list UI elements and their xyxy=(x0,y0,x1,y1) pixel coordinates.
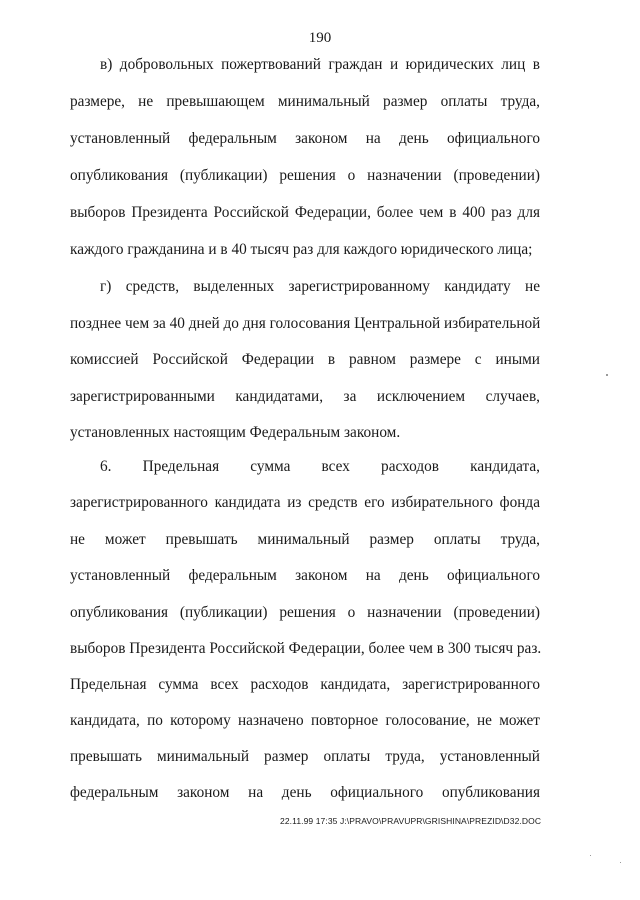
text-line: федеральным законом на день официального опубликования xyxy=(70,784,540,801)
text-line: выборов Президента Российской Федерации, более чем в 300 тысяч раз. xyxy=(70,640,542,657)
scan-speck xyxy=(620,862,621,863)
text-line: установленный федеральным законом на день официального xyxy=(70,130,540,147)
text-line: комиссией Российской Федерации в равном размере с иными xyxy=(70,351,540,368)
text-line: каждого гражданина и в 40 тысяч раз для каждого юридического лица; xyxy=(70,241,533,258)
page-number: 190 xyxy=(308,30,332,46)
file-path-footer: 22.11.99 17:35 J:\PRAVO\PRAVUPR\GRISHINA\PREZID\D32.DOC xyxy=(280,816,542,826)
scan-speck xyxy=(606,374,608,376)
text-line: превышать минимальный размер оплаты труда, установленный xyxy=(70,748,540,765)
text-line: установленный федеральным законом на день официального xyxy=(70,567,540,584)
text-line: в) добровольных пожертвований граждан и юридических лиц в xyxy=(100,56,540,73)
text-line: Предельная сумма всех расходов кандидата, зарегистрированного xyxy=(70,676,540,693)
text-line: опубликования (публикации) решения о назначении (проведении) xyxy=(70,167,540,184)
text-line: позднее чем за 40 дней до дня голосования Центральной избирательной xyxy=(70,315,541,332)
text-line: выборов Президента Российской Федерации, более чем в 400 раз для xyxy=(70,204,540,221)
text-line: 6. Предельная сумма всех расходов кандидата, xyxy=(100,458,540,475)
text-line: зарегистрированного кандидата из средств его избирательного фонда xyxy=(70,494,540,511)
text-line: установленных настоящим Федеральным законом. xyxy=(70,424,401,441)
text-line: размере, не превышающем минимальный размер оплаты труда, xyxy=(70,93,540,110)
text-line: г) средств, выделенных зарегистрированному кандидату не xyxy=(100,278,540,295)
text-line: не может превышать минимальный размер оплаты труда, xyxy=(70,531,540,548)
text-line: кандидата, по которому назначено повторное голосование, не может xyxy=(70,712,540,729)
text-line: зарегистрированными кандидатами, за исключением случаев, xyxy=(70,388,540,405)
scan-speck xyxy=(590,855,591,856)
text-line: опубликования (публикации) решения о назначении (проведении) xyxy=(70,604,540,621)
